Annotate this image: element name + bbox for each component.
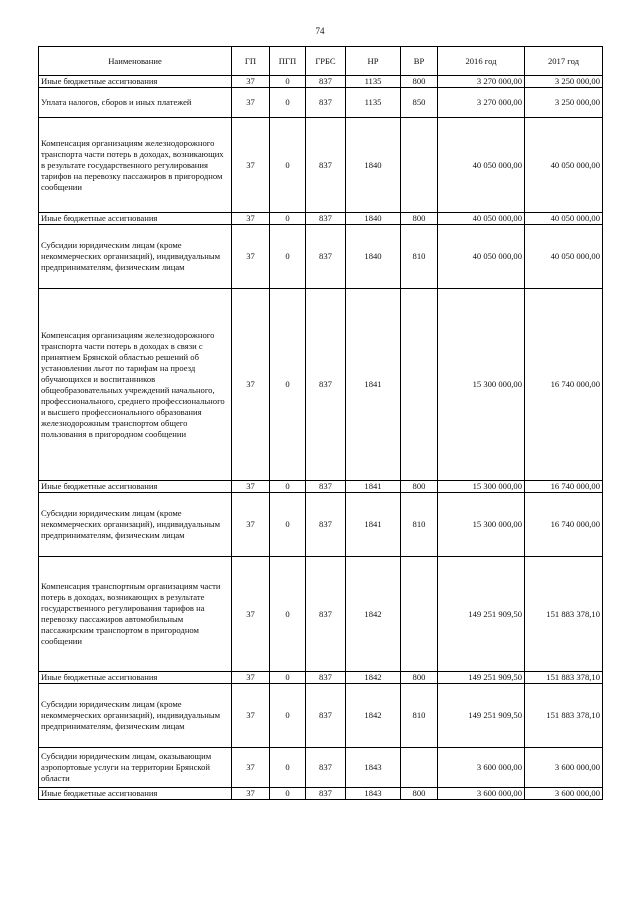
table-row — [39, 225, 603, 289]
cell-vr: 800 — [401, 672, 438, 684]
cell-name: Субсидии юридическим лицам (кроме некоммерческих организаций), индивидуальным предпринимателям, физическим лицам — [39, 493, 232, 557]
cell-grbs: 837 — [306, 88, 346, 118]
cell-2017: 3 250 000,00 — [525, 88, 603, 118]
cell-nr: 1842 — [346, 684, 401, 748]
cell-nr: 1842 — [346, 557, 401, 672]
header-name: Наименование — [39, 47, 232, 76]
cell-pgp: 0 — [270, 213, 306, 225]
cell-name: Иные бюджетные ассигнования — [39, 788, 232, 800]
cell-name: Иные бюджетные ассигнования — [39, 672, 232, 684]
cell-grbs: 837 — [306, 557, 346, 672]
header-vr: ВР — [401, 47, 438, 76]
header-2017: 2017 год — [525, 47, 603, 76]
cell-pgp: 0 — [270, 684, 306, 748]
cell-2017: 16 740 000,00 — [525, 493, 603, 557]
cell-grbs: 837 — [306, 481, 346, 493]
cell-2017: 151 883 378,10 — [525, 557, 603, 672]
table-row — [39, 481, 603, 493]
table-row — [39, 76, 603, 88]
cell-2016: 3 600 000,00 — [438, 788, 525, 800]
cell-gp: 37 — [232, 289, 270, 481]
cell-2017: 16 740 000,00 — [525, 289, 603, 481]
cell-name: Субсидии юридическим лицам, оказывающим аэропортовые услуги на территории Брянской области — [39, 748, 232, 788]
cell-2016: 3 270 000,00 — [438, 88, 525, 118]
cell-2017: 151 883 378,10 — [525, 684, 603, 748]
table-body — [39, 76, 603, 800]
cell-pgp: 0 — [270, 788, 306, 800]
cell-gp: 37 — [232, 481, 270, 493]
cell-name: Субсидии юридическим лицам (кроме некоммерческих организаций), индивидуальным предпринимателям, физическим лицам — [39, 225, 232, 289]
cell-gp: 37 — [232, 118, 270, 213]
cell-pgp: 0 — [270, 493, 306, 557]
cell-name: Компенсация организациям железнодорожного транспорта части потерь в доходах в связи с принятием Брянской областью решений об установлении льгот по тарифам на проезд обучающихся и воспитанников общеобразовательных учреждений начального, профессионального, среднего профессионального и высшего профессионального образования железнодорожным транспортом общего пользования в пригородном сообщении — [39, 289, 232, 481]
cell-grbs: 837 — [306, 76, 346, 88]
cell-2017: 40 050 000,00 — [525, 213, 603, 225]
cell-gp: 37 — [232, 788, 270, 800]
cell-vr: 810 — [401, 493, 438, 557]
cell-pgp: 0 — [270, 225, 306, 289]
table-row — [39, 118, 603, 213]
page-number: 74 — [315, 26, 325, 36]
cell-gp: 37 — [232, 76, 270, 88]
cell-2016: 3 270 000,00 — [438, 76, 525, 88]
table-header-row — [39, 47, 603, 76]
cell-gp: 37 — [232, 213, 270, 225]
cell-vr: 810 — [401, 684, 438, 748]
cell-2016: 149 251 909,50 — [438, 557, 525, 672]
table-row — [39, 88, 603, 118]
cell-nr: 1840 — [346, 213, 401, 225]
cell-vr: 800 — [401, 76, 438, 88]
cell-gp: 37 — [232, 493, 270, 557]
cell-nr: 1135 — [346, 76, 401, 88]
cell-grbs: 837 — [306, 788, 346, 800]
cell-2016: 40 050 000,00 — [438, 118, 525, 213]
cell-2016: 15 300 000,00 — [438, 289, 525, 481]
budget-table — [38, 46, 603, 800]
table-row — [39, 788, 603, 800]
table-row — [39, 213, 603, 225]
cell-2016: 149 251 909,50 — [438, 672, 525, 684]
cell-name: Иные бюджетные ассигнования — [39, 481, 232, 493]
cell-name: Иные бюджетные ассигнования — [39, 213, 232, 225]
cell-2017: 3 600 000,00 — [525, 748, 603, 788]
cell-2016: 15 300 000,00 — [438, 481, 525, 493]
cell-2016: 3 600 000,00 — [438, 748, 525, 788]
cell-2016: 15 300 000,00 — [438, 493, 525, 557]
cell-2017: 151 883 378,10 — [525, 672, 603, 684]
cell-grbs: 837 — [306, 213, 346, 225]
cell-name: Компенсация транспортным организациям части потерь в доходах, возникающих в результате государственного регулирования тарифов на перевозку пассажиров автомобильным пассажирским транспортом в пригородном сообщении — [39, 557, 232, 672]
cell-2017: 3 600 000,00 — [525, 788, 603, 800]
table-row — [39, 684, 603, 748]
table-row — [39, 748, 603, 788]
cell-vr: 800 — [401, 788, 438, 800]
cell-nr: 1841 — [346, 493, 401, 557]
cell-name: Субсидии юридическим лицам (кроме некоммерческих организаций), индивидуальным предпринимателям, физическим лицам — [39, 684, 232, 748]
cell-pgp: 0 — [270, 557, 306, 672]
cell-vr: 810 — [401, 225, 438, 289]
header-pgp: ПГП — [270, 47, 306, 76]
cell-nr: 1840 — [346, 118, 401, 213]
cell-nr: 1843 — [346, 748, 401, 788]
cell-pgp: 0 — [270, 88, 306, 118]
cell-nr: 1135 — [346, 88, 401, 118]
cell-name: Иные бюджетные ассигнования — [39, 76, 232, 88]
cell-nr: 1842 — [346, 672, 401, 684]
cell-grbs: 837 — [306, 684, 346, 748]
cell-pgp: 0 — [270, 748, 306, 788]
cell-vr — [401, 557, 438, 672]
cell-grbs: 837 — [306, 118, 346, 213]
table-row — [39, 557, 603, 672]
header-2016: 2016 год — [438, 47, 525, 76]
cell-vr — [401, 289, 438, 481]
cell-vr — [401, 748, 438, 788]
cell-pgp: 0 — [270, 481, 306, 493]
table-row — [39, 289, 603, 481]
cell-2017: 16 740 000,00 — [525, 481, 603, 493]
cell-name: Уплата налогов, сборов и иных платежей — [39, 88, 232, 118]
cell-nr: 1843 — [346, 788, 401, 800]
cell-gp: 37 — [232, 672, 270, 684]
cell-nr: 1841 — [346, 289, 401, 481]
cell-grbs: 837 — [306, 225, 346, 289]
cell-name: Компенсация организациям железнодорожного транспорта части потерь в доходах, возникающих в результате государственного регулирования тарифов на перевозку пассажиров в пригородном сообщении — [39, 118, 232, 213]
cell-nr: 1840 — [346, 225, 401, 289]
cell-vr — [401, 118, 438, 213]
table-row — [39, 493, 603, 557]
cell-gp: 37 — [232, 225, 270, 289]
header-gp: ГП — [232, 47, 270, 76]
cell-pgp: 0 — [270, 289, 306, 481]
cell-grbs: 837 — [306, 289, 346, 481]
cell-pgp: 0 — [270, 76, 306, 88]
cell-2017: 40 050 000,00 — [525, 225, 603, 289]
cell-vr: 800 — [401, 213, 438, 225]
cell-gp: 37 — [232, 684, 270, 748]
cell-2016: 40 050 000,00 — [438, 213, 525, 225]
cell-pgp: 0 — [270, 672, 306, 684]
cell-grbs: 837 — [306, 748, 346, 788]
cell-2017: 3 250 000,00 — [525, 76, 603, 88]
cell-nr: 1841 — [346, 481, 401, 493]
header-nr: НР — [346, 47, 401, 76]
cell-gp: 37 — [232, 557, 270, 672]
cell-vr: 800 — [401, 481, 438, 493]
cell-2016: 40 050 000,00 — [438, 225, 525, 289]
cell-grbs: 837 — [306, 493, 346, 557]
cell-2017: 40 050 000,00 — [525, 118, 603, 213]
cell-pgp: 0 — [270, 118, 306, 213]
table-row — [39, 672, 603, 684]
cell-gp: 37 — [232, 748, 270, 788]
cell-2016: 149 251 909,50 — [438, 684, 525, 748]
header-grbs: ГРБС — [306, 47, 346, 76]
cell-gp: 37 — [232, 88, 270, 118]
cell-grbs: 837 — [306, 672, 346, 684]
cell-vr: 850 — [401, 88, 438, 118]
